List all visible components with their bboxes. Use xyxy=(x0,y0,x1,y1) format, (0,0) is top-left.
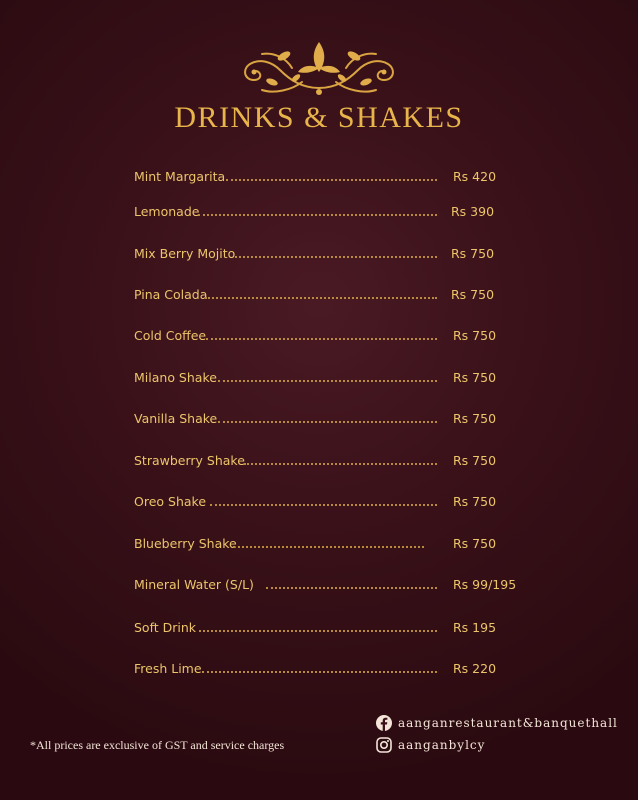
menu-item-name: Fresh Lime xyxy=(134,661,202,676)
menu-item-name: Blueberry Shake xyxy=(134,536,237,551)
menu-item-name: Vanilla Shake xyxy=(134,411,218,426)
page-title: DRINKS & SHAKES xyxy=(174,101,464,134)
menu-item-name: Oreo Shake xyxy=(134,494,207,509)
menu-item xyxy=(0,661,638,683)
menu-item-price: Rs 750 xyxy=(453,411,497,426)
instagram-icon xyxy=(376,737,392,753)
menu-item xyxy=(0,577,638,599)
dot-leader xyxy=(202,671,437,673)
menu-item-price: Rs 195 xyxy=(453,620,497,635)
dot-leader xyxy=(266,587,437,589)
instagram-link[interactable] xyxy=(376,737,516,755)
dot-leader xyxy=(244,463,437,465)
dot-leader xyxy=(233,546,424,548)
menu-item-price: Rs 750 xyxy=(453,494,497,509)
menu-item xyxy=(0,494,638,516)
dot-leader xyxy=(218,380,437,382)
menu-item-price: Rs 420 xyxy=(453,169,497,184)
dot-leader xyxy=(205,297,437,299)
menu-item-name: Strawberry Shake xyxy=(134,453,245,468)
menu-item-price: Rs 750 xyxy=(453,536,497,551)
menu-item-price: Rs 750 xyxy=(451,246,495,261)
menu-item xyxy=(0,328,638,350)
menu-item xyxy=(0,169,638,191)
price-footnote: *All prices are exclusive of GST and service charges xyxy=(30,738,285,752)
menu-item-price: Rs 99/195 xyxy=(453,577,517,592)
menu-item xyxy=(0,411,638,433)
dot-leader xyxy=(206,338,437,340)
flourish-ornament-icon xyxy=(232,38,406,100)
facebook-link[interactable] xyxy=(376,715,616,733)
menu-item-price: Rs 750 xyxy=(453,328,497,343)
menu-item xyxy=(0,204,638,226)
menu-item-price: Rs 750 xyxy=(451,287,495,302)
menu-item-price: Rs 390 xyxy=(451,204,495,219)
menu-item-price: Rs 750 xyxy=(453,453,497,468)
menu-item xyxy=(0,370,638,392)
menu-item xyxy=(0,453,638,475)
menu-item xyxy=(0,620,638,642)
menu-item-price: Rs 220 xyxy=(453,661,497,676)
menu-item-name: Lemonade xyxy=(134,204,200,219)
facebook-icon xyxy=(376,715,392,731)
menu-item-name: Pina Colada xyxy=(134,287,208,302)
dot-leader xyxy=(210,504,437,506)
dot-leader xyxy=(235,256,437,258)
menu-item-name: Mineral Water (S/L) xyxy=(134,577,254,592)
dot-leader xyxy=(199,630,437,632)
menu-item-price: Rs 750 xyxy=(453,370,497,385)
menu-item xyxy=(0,287,638,309)
menu-item xyxy=(0,246,638,268)
menu-item-name: Cold Coffee xyxy=(134,328,207,343)
dot-leader xyxy=(226,179,437,181)
instagram-handle: aanganbylcy xyxy=(398,738,486,752)
facebook-handle: aanganrestaurant&banquethall xyxy=(398,716,618,730)
menu-item-name: Mix Berry Mojito xyxy=(134,246,236,261)
menu-item-name: Mint Margarita xyxy=(134,169,226,184)
dot-leader xyxy=(198,214,437,216)
dot-leader xyxy=(218,421,437,423)
menu-item xyxy=(0,536,638,558)
menu-item-name: Soft Drink xyxy=(134,620,197,635)
menu-item-name: Milano Shake xyxy=(134,370,217,385)
